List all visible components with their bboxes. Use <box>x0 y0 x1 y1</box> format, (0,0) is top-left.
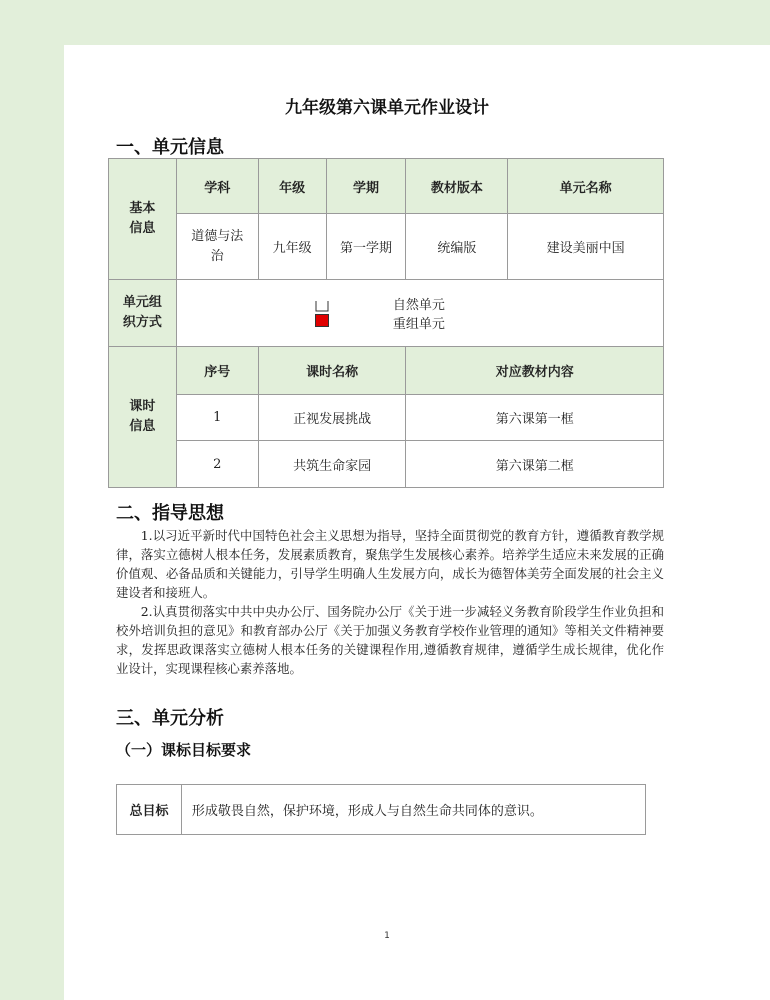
header-subject: 学科 <box>176 159 258 214</box>
page-title: 九年级第六课单元作业设计 <box>285 98 489 118</box>
value-unit-name: 建设美丽中国 <box>508 214 664 280</box>
lesson-2-content: 第六课第二框 <box>406 441 664 488</box>
section1-heading: 一、单元信息 <box>116 137 224 158</box>
header-lesson-content: 对应教材内容 <box>406 347 664 395</box>
goal-text: 形成敬畏自然，保护环境，形成人与自然生命共同体的意识。 <box>181 785 645 835</box>
natural-unit-label: 自然单元 <box>392 298 445 313</box>
document-page <box>64 45 770 1000</box>
value-textbook: 统编版 <box>406 214 508 280</box>
goal-label: 总目标 <box>117 785 182 835</box>
header-textbook: 教材版本 <box>406 159 508 214</box>
section3-heading: 三、单元分析 <box>116 708 224 729</box>
regroup-unit-label: 重组单元 <box>392 317 445 332</box>
lesson-2-name: 共筑生命家园 <box>258 441 406 488</box>
header-grade: 年级 <box>258 159 326 214</box>
org-method-label: 单元组 织方式 <box>109 280 177 347</box>
lesson-1-no: 1 <box>176 395 258 441</box>
unit-info-table <box>108 158 664 488</box>
section2-heading: 二、指导思想 <box>116 503 224 524</box>
lesson-1-name: 正视发展挑战 <box>258 395 406 441</box>
value-semester: 第一学期 <box>326 214 406 280</box>
header-unit-name: 单元名称 <box>508 159 664 214</box>
lesson-1-content: 第六课第一框 <box>406 395 664 441</box>
basic-info-label: 基本 信息 <box>109 159 177 280</box>
lesson-2-no: 2 <box>176 441 258 488</box>
lesson-info-label: 课时 信息 <box>109 347 177 488</box>
value-subject: 道德与法 治 <box>176 214 258 280</box>
header-semester: 学期 <box>326 159 406 214</box>
natural-unit-checkbox[interactable] <box>315 300 329 312</box>
regroup-unit-checkbox[interactable] <box>315 314 329 327</box>
subsection-heading: （一）课标目标要求 <box>116 741 252 759</box>
ideology-paragraph-1: 1.以习近平新时代中国特色社会主义思想为指导，坚持全面贯彻党的教育方针，遵循教育教学规律，落实立德树人根本任务，发展素质教育，聚焦学生发展核心素养。培养学生适应未来发展的正确价值观、必备品质和关键能力，引导学生明确人生发展方向，成长为德智体美劳全面发展的社会主义建设者和接班人。 <box>116 528 664 600</box>
ideology-paragraph-2: 2.认真贯彻落实中共中央办公厅、国务院办公厅《关于进一步减轻义务教育阶段学生作业负担和校外培训负担的意见》和教育部办公厅《关于加强义务教育学校作业管理的通知》等相关文件精神要求，发挥思政课落实立德树人根本任务的关键课程作用,遵循教育规律，遵循学生成长规律，优化作业设计，实现课程核心素养落地。 <box>116 604 664 676</box>
value-grade: 九年级 <box>258 214 326 280</box>
header-lesson-no: 序号 <box>176 347 258 395</box>
header-lesson-name: 课时名称 <box>258 347 406 395</box>
guiding-ideology-text <box>116 526 664 678</box>
goal-table <box>116 784 646 835</box>
org-method-cell <box>176 280 663 347</box>
page-number: 1 <box>384 931 390 941</box>
